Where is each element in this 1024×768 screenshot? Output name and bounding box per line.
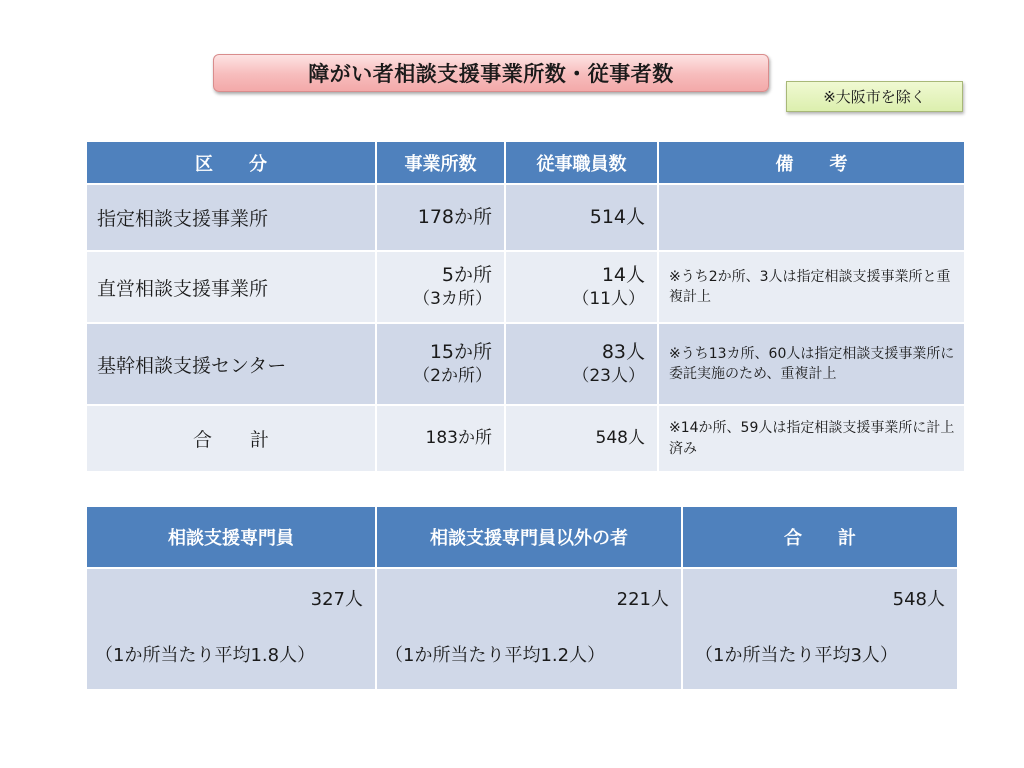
staff-value: 83人 [601,340,645,363]
offices-value: 183か所 [425,428,492,449]
table-row [86,568,958,690]
offices-sub: （2か所） [413,366,492,387]
offices-sub: （3カ所） [413,289,492,310]
row-offices [376,323,505,405]
table-row [86,251,965,323]
offices-table-header [86,141,965,184]
offices-value: 5か所 [441,263,492,286]
row-offices [376,251,505,323]
exclusion-note: ※大阪市を除く [786,81,963,112]
row-offices [376,405,505,472]
non-specialists-count: 221人 [616,589,669,610]
specialists-count: 327人 [310,589,363,610]
header-total: 合 計 [682,506,958,568]
offices-value: 15か所 [429,340,492,363]
table-row [86,184,965,251]
staff-sub: （11人） [572,289,645,310]
offices-value: 178か所 [417,205,492,228]
row-name: 直営相談支援事業所 [86,251,376,323]
header-non-specialists: 相談支援専門員以外の者 [376,506,682,568]
specialists-average: （1か所当たり平均1.8人） [95,645,316,666]
row-name: 指定相談支援事業所 [86,184,376,251]
total-average: （1か所当たり平均3人） [695,645,898,666]
row-remark: ※うち2か所、3人は指定相談支援事業所と重複計上 [658,251,965,323]
table-row [86,323,965,405]
staff-value: 14人 [601,263,645,286]
staff-breakdown-header [86,506,958,568]
row-staff [505,251,658,323]
table-row [86,405,965,472]
specialists-cell [86,568,376,690]
header-staff: 従事職員数 [505,141,658,184]
header-category: 区 分 [86,141,376,184]
header-offices: 事業所数 [376,141,505,184]
offices-table [85,140,966,473]
row-staff [505,184,658,251]
row-name: 基幹相談支援センター [86,323,376,405]
row-staff [505,323,658,405]
slide-title: 障がい者相談支援事業所数・従事者数 [213,54,769,92]
row-remark [658,184,965,251]
header-remarks: 備 考 [658,141,965,184]
total-count: 548人 [892,589,945,610]
row-remark: ※うち13カ所、60人は指定相談支援事業所に委託実施のため、重複計上 [658,323,965,405]
staff-value: 548人 [595,428,645,449]
row-remark: ※14か所、59人は指定相談支援事業所に計上済み [658,405,965,472]
header-specialists: 相談支援専門員 [86,506,376,568]
row-staff [505,405,658,472]
staff-sub: （23人） [572,366,645,387]
non-specialists-cell [376,568,682,690]
staff-breakdown-table [85,505,959,691]
staff-value: 514人 [589,205,645,228]
row-offices [376,184,505,251]
non-specialists-average: （1か所当たり平均1.2人） [385,645,606,666]
total-cell [682,568,958,690]
row-name: 合 計 [86,405,376,472]
